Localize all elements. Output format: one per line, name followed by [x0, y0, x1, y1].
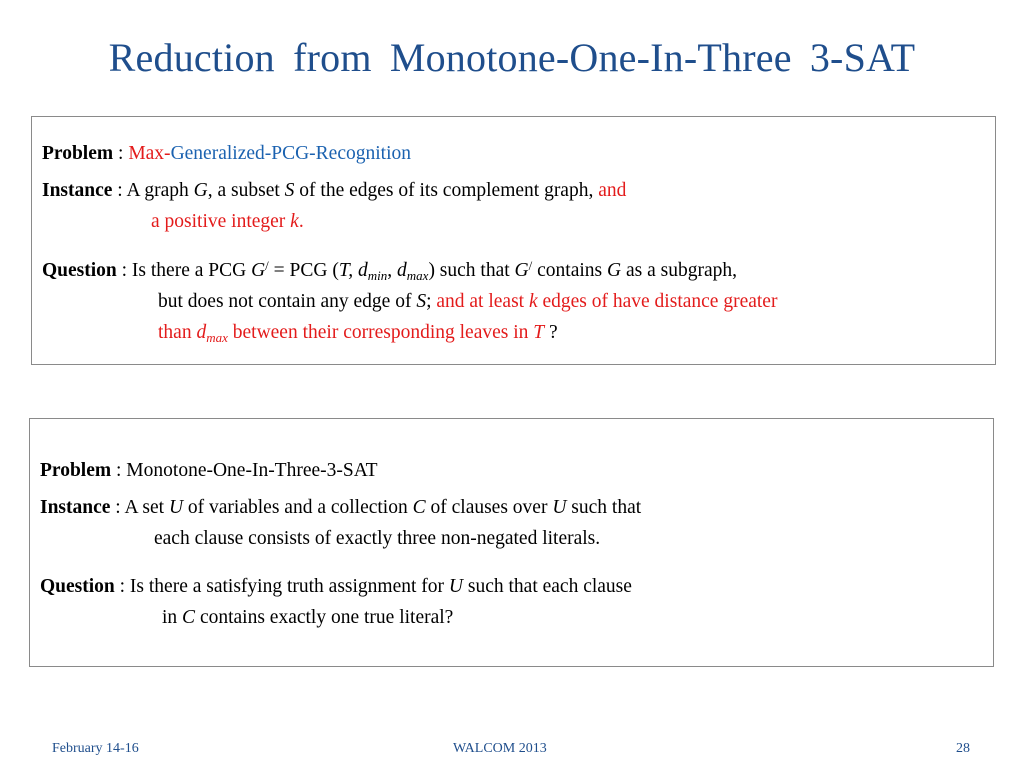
var-u: U — [168, 497, 184, 518]
question-text: ) such that — [428, 260, 515, 281]
var-d: d — [358, 260, 368, 281]
question-line-1 — [42, 259, 737, 283]
var-t: T — [533, 322, 545, 343]
prime: / — [265, 258, 269, 273]
var-g: G — [251, 260, 266, 281]
instance-text: . — [298, 211, 304, 232]
question-text: ; — [426, 291, 437, 312]
footer-page-number: 28 — [956, 741, 970, 756]
var-s: S — [284, 180, 295, 201]
sub-max: max — [406, 268, 429, 283]
var-k: k — [528, 291, 538, 312]
question-label: Question — [40, 576, 115, 597]
sub-max: max — [206, 330, 228, 345]
instance-text: each clause consists of exactly three non-negated literals. — [154, 528, 601, 549]
question-red-text: between their corresponding leaves in — [227, 322, 534, 343]
instance-and: and — [598, 180, 627, 201]
question-red-text: and at least — [436, 291, 529, 312]
question-text: as a subgraph, — [621, 260, 737, 281]
problem-name: Generalized-PCG-Recognition — [170, 143, 411, 164]
problem-label: Problem — [40, 460, 112, 481]
problem-max-prefix: Max- — [128, 143, 171, 164]
prime: / — [528, 258, 533, 273]
question-text: contains exactly one true literal? — [195, 607, 454, 628]
question-line-3 — [158, 321, 558, 345]
instance-label: Instance — [40, 497, 111, 518]
instance-text: of clauses over — [425, 497, 553, 518]
var-s: S — [416, 291, 427, 312]
problem-name: : Monotone-One-In-Three-3-SAT — [111, 460, 378, 481]
question-red-text: than — [158, 322, 197, 343]
question-text: = PCG ( — [268, 260, 339, 281]
var-u: U — [448, 576, 463, 597]
var-t: T, — [338, 260, 354, 281]
problem-label: Problem — [42, 143, 114, 164]
question-red-text: edges of have distance greater — [537, 291, 778, 312]
monotone-sat-problem-box — [29, 418, 994, 667]
footer-date: February 14-16 — [52, 741, 139, 756]
instance-text: , a subset — [207, 180, 285, 201]
question-text: contains — [532, 260, 607, 281]
sub-min: min — [367, 268, 388, 283]
var-c: C — [412, 497, 426, 518]
question-line-2 — [158, 290, 777, 314]
question-text: ? — [544, 322, 558, 343]
separator: : — [113, 143, 129, 164]
instance-text: a positive integer — [151, 211, 291, 232]
footer-conference: WALCOM 2013 — [453, 741, 547, 756]
question-label: Question — [42, 260, 117, 281]
question-text: such that each clause — [463, 576, 632, 597]
instance-text: : A graph — [112, 180, 194, 201]
question-line-2 — [162, 606, 453, 630]
instance-line-1 — [42, 179, 626, 203]
question-text: in — [162, 607, 183, 628]
var-d: d — [196, 322, 207, 343]
slide-title: Reduction from Monotone-One-In-Three 3-SAT — [108, 35, 916, 80]
instance-text: of variables and a collection — [183, 497, 413, 518]
instance-line-1 — [40, 496, 641, 520]
var-k: k — [290, 211, 299, 232]
var-g: G — [193, 180, 208, 201]
var-u: U — [552, 497, 567, 518]
var-g: G — [607, 260, 622, 281]
question-text: : Is there a satisfying truth assignment for — [114, 576, 449, 597]
question-text: , — [387, 260, 398, 281]
var-c: C — [182, 607, 196, 628]
instance-label: Instance — [42, 180, 113, 201]
var-g: G — [514, 260, 529, 281]
instance-text: such that — [566, 497, 642, 518]
instance-line-2 — [154, 527, 600, 551]
question-line-1 — [40, 575, 632, 599]
instance-text: of the edges of its complement graph, — [294, 180, 599, 201]
instance-text: : A set — [110, 497, 169, 518]
problem-line — [40, 459, 378, 483]
question-text: : Is there a PCG — [116, 260, 252, 281]
generalized-pcg-problem-box — [31, 116, 996, 365]
question-text: but does not contain any edge of — [158, 291, 417, 312]
problem-line — [42, 142, 411, 166]
var-d: d — [397, 260, 407, 281]
instance-line-2 — [151, 210, 304, 234]
